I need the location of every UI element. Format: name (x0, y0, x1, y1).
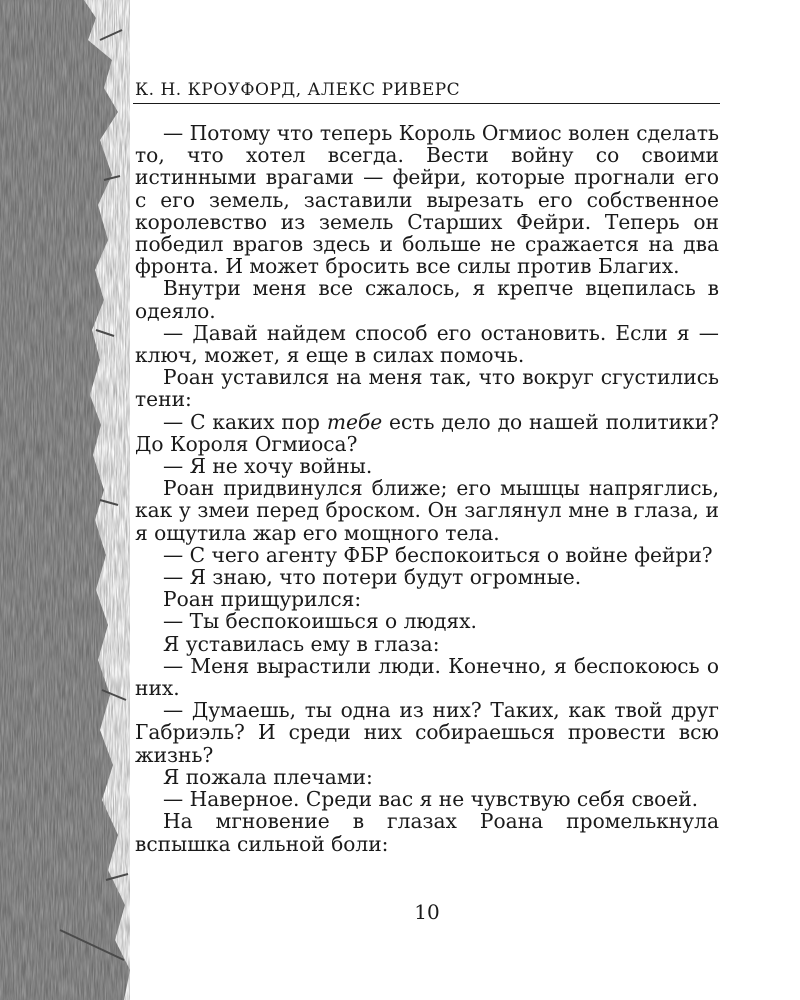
paragraph: — С чего агенту ФБР беспокоиться о войне фейри? (163, 542, 713, 567)
paragraph: — Давай найдем способ его остановить. Если я — ключ, может, я еще в силах помочь. (135, 320, 719, 368)
paragraph (135, 411, 719, 455)
paragraph: — Наверное. Среди вас я не чувствую себя своей. (163, 787, 699, 812)
paragraph: Внутри меня все сжалось, я крепче вцепилась в одеяло. (135, 276, 719, 323)
paragraph: На мгновение в глазах Роана промелькнула вспышка сильной боли: (135, 809, 719, 856)
header-rule (133, 103, 720, 104)
paragraph: Я пожала плечами: (163, 764, 373, 789)
emphasis: тебе (326, 409, 383, 434)
paragraph: — Я знаю, что потери будут огромные. (163, 565, 582, 590)
paragraph: Роан придвинулся ближе; его мышцы напряглись, как у змеи перед броском. Он заглянул мне в глаза, и я ощутила жар его мощного тела. (135, 476, 719, 545)
paragraph: Я уставилась ему в глаза: (163, 631, 440, 656)
paragraph-segment: есть дело до нашей политики? До Короля Огмиоса? (135, 409, 719, 456)
paragraph: — Ты беспокоишься о людях. (163, 609, 477, 634)
running-head: К. Н. КРОУФОРД, АЛЕКС РИВЕРС (135, 80, 461, 100)
paragraph-segment: — С каких пор (163, 409, 327, 434)
paragraph: — Меня вырастили люди. Конечно, я беспокоюсь о них. (135, 653, 719, 701)
paragraph: — Думаешь, ты одна из них? Таких, как твой друг Габриэль? И среди них собираешься провести всю жизнь? (135, 698, 719, 767)
grunge-border-decoration (0, 0, 130, 1000)
page-number: 10 (414, 900, 440, 924)
paragraph: — Я не хочу войны. (163, 454, 373, 479)
paragraph: — Потому что теперь Король Огмиос волен сделать то, что хотел всегда. Вести войну со своими истинными врагами — фейри, которые прогнали его с его земель, заставили вырезать его собственное королевство из земель Старших Фейри. Теперь он победил врагов здесь и больше не сражается на два фронта. И может бросить все силы против Благих. (135, 121, 719, 279)
paragraph: Роан прищурился: (163, 587, 362, 612)
body-text (135, 122, 719, 855)
paragraph: Роан уставился на меня так, что вокруг сгустились тени: (135, 365, 719, 412)
